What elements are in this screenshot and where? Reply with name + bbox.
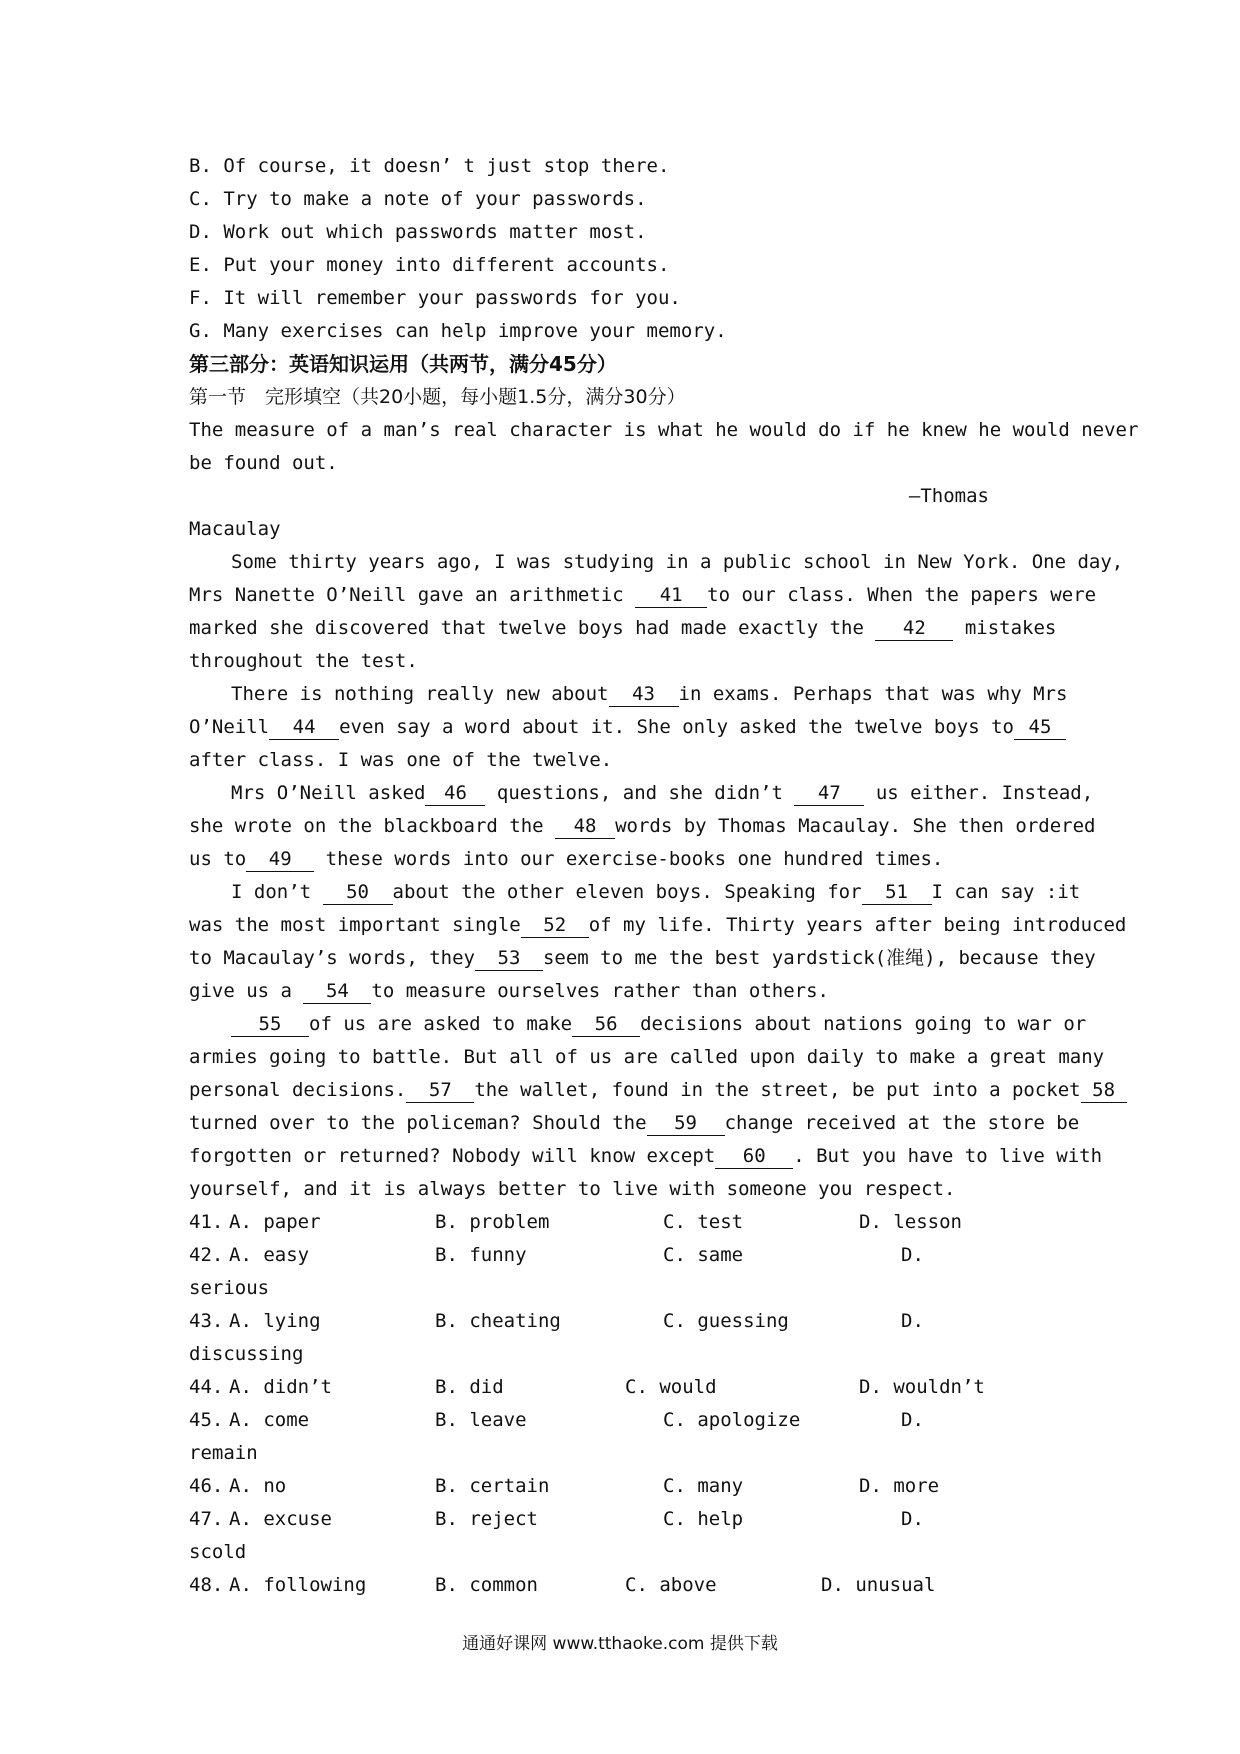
option-41-a[interactable]: A. paper [229,1211,321,1233]
quote-line-2: be found out. [189,452,338,474]
option-41-c[interactable]: C. test [663,1211,744,1233]
option-45-d-wrap[interactable]: remain [189,1442,258,1464]
choice-f: F. It will remember your passwords for you. [189,287,681,309]
option-47-d[interactable]: D. [901,1508,924,1530]
option-43-a[interactable]: A. lying [229,1310,321,1332]
p5-line-3: personal decisions. 57 the wallet, found in the street, be put into a pocket 58 [189,1074,1057,1107]
option-43-b[interactable]: B. cheating [435,1310,561,1332]
option-47-c[interactable]: C. help [663,1508,744,1530]
option-43-c[interactable]: C. guessing [663,1310,789,1332]
choice-c: C. Try to make a note of your passwords. [189,188,647,210]
option-42-c[interactable]: C. same [663,1244,744,1266]
quote-author-1: —Thomas [908,485,989,507]
option-45-num: 45. [189,1409,224,1431]
p1-line-1: Some thirty years ago, I was studying in a public school in New York. One day, [231,551,1124,573]
choice-d: D. Work out which passwords matter most. [189,221,647,243]
option-42-d[interactable]: D. [901,1244,924,1266]
blank-51[interactable]: 51 [862,880,932,905]
option-row-45 [189,1404,1057,1437]
blank-45[interactable]: 45 [1014,715,1066,740]
option-42-num: 42. [189,1244,224,1266]
p2-line-3: after class. I was one of the twelve. [189,749,613,771]
p5-line-4: turned over to the policeman? Should the 59 change received at the store be [189,1112,1080,1134]
option-row-47 [189,1503,1057,1536]
quote-line-1: The measure of a man’s real character is what he would do if he knew he would never [189,419,1139,441]
p3-line-1: Mrs O’Neill asked 46 questions, and she didn’t 47 us either. Instead, [231,782,1094,804]
option-47-d-wrap[interactable]: scold [189,1541,247,1563]
blank-60[interactable]: 60 [715,1144,793,1169]
option-43-d-wrap[interactable]: discussing [189,1343,304,1365]
blank-59[interactable]: 59 [647,1111,725,1136]
option-46-a[interactable]: A. no [229,1475,287,1497]
option-47-b[interactable]: B. reject [435,1508,538,1530]
option-row-41 [189,1206,1057,1239]
option-43-d[interactable]: D. [901,1310,924,1332]
blank-48[interactable]: 48 [555,814,615,839]
blank-49[interactable]: 49 [246,847,314,872]
blank-54[interactable]: 54 [303,979,371,1004]
option-46-d[interactable]: D. more [859,1475,940,1497]
option-41-b[interactable]: B. problem [435,1211,550,1233]
p1-line-4: throughout the test. [189,650,418,672]
p5-line-5: forgotten or returned? Nobody will know except 60 . But you have to live with [189,1145,1103,1167]
choice-e: E. Put your money into different accounts. [189,254,670,276]
option-48-a[interactable]: A. following [229,1574,367,1596]
option-48-d[interactable]: D. unusual [821,1574,936,1596]
option-46-b[interactable]: B. certain [435,1475,550,1497]
blank-58[interactable]: 58 [1081,1078,1127,1103]
document-page [189,150,1139,1602]
blank-46[interactable]: 46 [425,781,485,806]
option-row-43 [189,1305,1057,1338]
quote-author-2: Macaulay [189,518,281,540]
p3-line-3: us to 49 these words into our exercise-books one hundred times. [189,848,944,870]
option-44-a[interactable]: A. didn’t [229,1376,332,1398]
blank-44[interactable]: 44 [269,715,339,740]
option-45-c[interactable]: C. apologize [663,1409,801,1431]
option-41-d[interactable]: D. lesson [859,1211,962,1233]
p5-line-2: armies going to battle. But all of us are called upon daily to make a great many [189,1046,1105,1068]
option-47-num: 47. [189,1508,224,1530]
option-42-b[interactable]: B. funny [435,1244,527,1266]
option-45-a[interactable]: A. come [229,1409,310,1431]
option-41-num: 41. [189,1211,224,1233]
blank-55[interactable]: 55 [231,1012,309,1037]
option-44-b[interactable]: B. did [435,1376,504,1398]
option-48-num: 48. [189,1574,224,1596]
blank-41[interactable]: 41 [635,583,707,608]
option-43-num: 43. [189,1310,224,1332]
p5-line-1: 55 of us are asked to make 56 decisions about nations going to war or [189,1008,1057,1041]
option-42-a[interactable]: A. easy [229,1244,310,1266]
p1-line-2: Mrs Nanette O’Neill gave an arithmetic 41 to our class. When the papers were [189,584,1097,606]
p5-line-6: yourself, and it is always better to live with someone you respect. [189,1178,956,1200]
option-row-44 [189,1371,1057,1404]
p1-line-3: marked she discovered that twelve boys had made exactly the 42 mistakes [189,617,1057,639]
part3-heading: 第三部分：英语知识运用（共两节，满分45分） [189,352,617,376]
option-row-48 [189,1569,1057,1602]
option-48-c[interactable]: C. above [625,1574,717,1596]
option-42-d-wrap[interactable]: serious [189,1277,270,1299]
blank-56[interactable]: 56 [572,1012,640,1037]
blank-43[interactable]: 43 [609,682,679,707]
choice-b: B. Of course, it doesn’ t just stop there. [189,155,670,177]
p2-line-1: There is nothing really new about 43 in exams. Perhaps that was why Mrs [231,683,1068,705]
p4-line-1: I don’t 50 about the other eleven boys. Speaking for 51 I can say :it [231,881,1081,903]
option-44-num: 44. [189,1376,224,1398]
p4-line-4: give us a 54 to measure ourselves rather than others. [189,980,829,1002]
choice-g: G. Many exercises can help improve your memory. [189,320,727,342]
option-row-42 [189,1239,1057,1272]
p4-line-2: was the most important single 52 of my life. Thirty years after being introduced [189,914,1127,936]
p3-line-2: she wrote on the blackboard the 48 words by Thomas Macaulay. She then ordered [189,815,1096,837]
option-44-d[interactable]: D. wouldn’t [859,1376,985,1398]
option-45-d[interactable]: D. [901,1409,924,1431]
option-46-c[interactable]: C. many [663,1475,744,1497]
section1-heading: 第一节 完形填空（共20小题，每小题1.5分，满分30分） [189,386,686,408]
blank-57[interactable]: 57 [406,1078,474,1103]
blank-52[interactable]: 52 [521,913,589,938]
option-48-b[interactable]: B. common [435,1574,538,1596]
option-47-a[interactable]: A. excuse [229,1508,332,1530]
p4-line-3: to Macaulay’s words, they 53 seem to me the best yardstick(准绳), because they [189,947,1096,969]
blank-50[interactable]: 50 [323,880,393,905]
option-46-num: 46. [189,1475,224,1497]
blank-42[interactable]: 42 [875,616,953,641]
option-44-c[interactable]: C. would [625,1376,717,1398]
footer-watermark: 通通好课网 www.tthaoke.com 提供下载 [462,1634,778,1654]
p2-line-2: O’Neill 44 even say a word about it. She only asked the twelve boys to 45 [189,711,1057,744]
option-45-b[interactable]: B. leave [435,1409,527,1431]
option-row-46 [189,1470,1057,1503]
blank-47[interactable]: 47 [794,781,864,806]
blank-53[interactable]: 53 [475,946,543,971]
options-list [189,1206,1057,1602]
